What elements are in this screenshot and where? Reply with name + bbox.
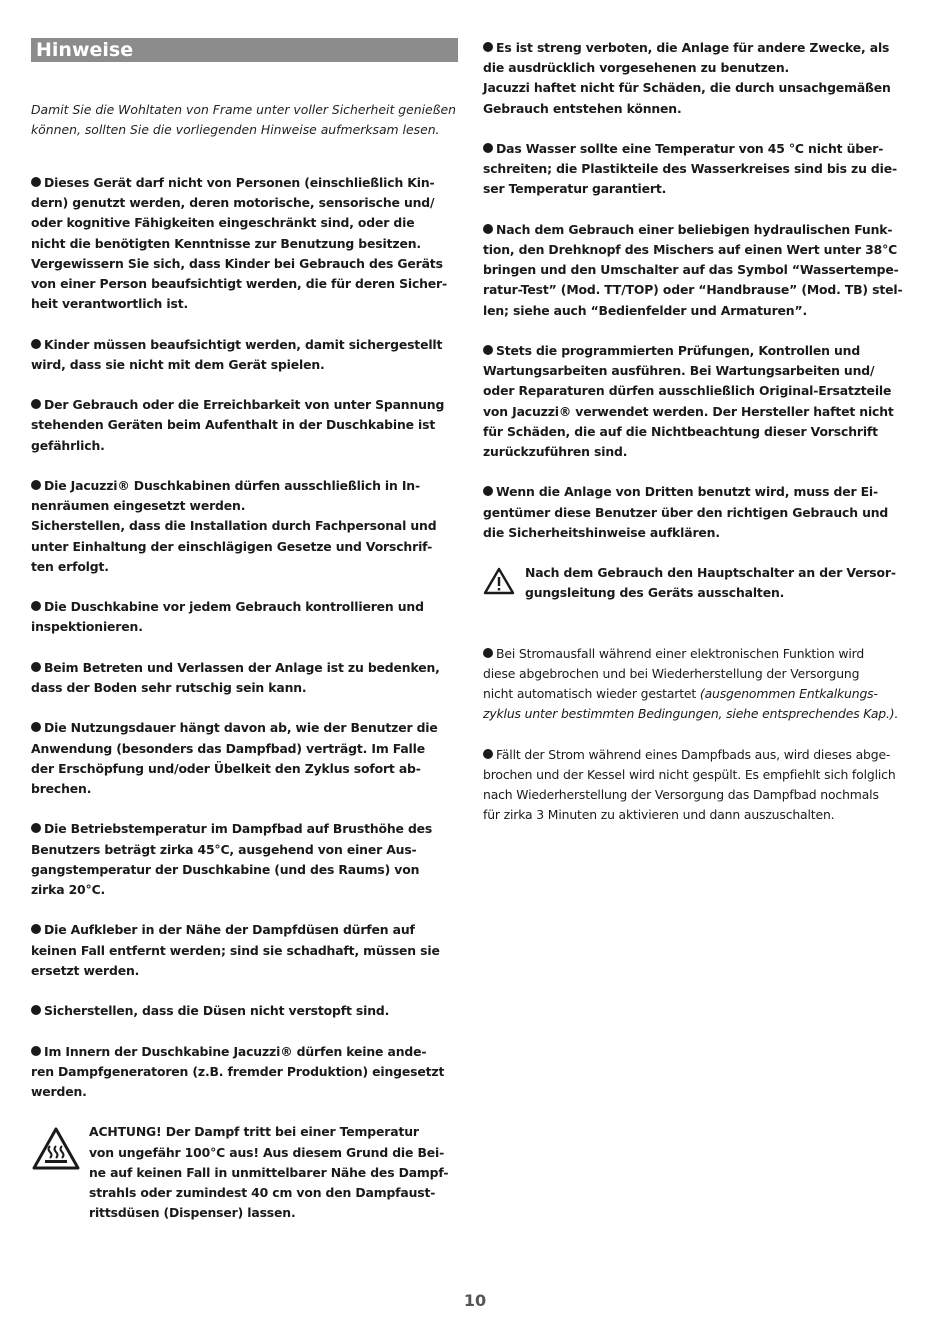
text-line: Sicherstellen, dass die Düsen nicht verstopft sind. bbox=[44, 1003, 390, 1019]
text-line: Fällt der Strom während eines Dampfbads aus, wird dieses abge- bbox=[496, 746, 891, 762]
right-paragraph-list bbox=[483, 38, 910, 543]
text-line: heit verantwortlich ist. bbox=[31, 296, 189, 312]
text-line: Sicherstellen, dass die Installation durch Fachpersonal und bbox=[31, 518, 437, 534]
text-line: Kinder müssen beaufsichtigt werden, damit sichergestellt bbox=[44, 336, 443, 352]
bullet-icon bbox=[31, 339, 41, 349]
text-line: Jacuzzi haftet nicht für Schäden, die durch unsachgemäßen bbox=[483, 80, 891, 96]
text-line: oder kognitive Fähigkeiten eingeschränkt sind, oder die bbox=[31, 215, 415, 231]
text-line: Die Duschkabine vor jedem Gebrauch kontrollieren und bbox=[44, 599, 424, 615]
warning-line: von ungefähr 100°C aus! Aus diesem Grund die Bei- bbox=[89, 1144, 445, 1160]
bullet-paragraph bbox=[31, 335, 458, 375]
page-number: 10 bbox=[463, 1291, 487, 1310]
text-line: zurückzuführen sind. bbox=[483, 444, 628, 460]
text-line: Anwendung (besonders das Dampfbad) verträgt. Im Falle bbox=[31, 740, 425, 756]
warning-line: rittsdüsen (Dispenser) lassen. bbox=[89, 1205, 296, 1221]
text-line: Das Wasser sollte eine Temperatur von 45 °C nicht über- bbox=[496, 141, 884, 156]
text-line: Beim Betreten und Verlassen der Anlage ist zu bedenken, bbox=[44, 659, 440, 675]
bullet-icon bbox=[31, 1046, 41, 1056]
text-line: keinen Fall entfernt werden; sind sie schadhaft, müssen sie bbox=[31, 942, 440, 958]
text-line: dass der Boden sehr rutschig sein kann. bbox=[31, 680, 307, 695]
bullet-icon bbox=[483, 143, 493, 153]
bullet-paragraph bbox=[31, 173, 458, 314]
text-line: Der Gebrauch oder die Erreichbarkeit von unter Spannung bbox=[44, 397, 445, 413]
bullet-paragraph bbox=[483, 139, 910, 200]
text-line: diese abgebrochen und bei Wiederherstellung der Versorgung bbox=[483, 665, 860, 681]
text-line: werden. bbox=[31, 1083, 87, 1099]
text-line: unter Einhaltung der einschlägigen Gesetze und Vorschrif- bbox=[31, 538, 433, 554]
bullet-icon bbox=[31, 924, 41, 934]
text-line: Die Betriebstemperatur im Dampfbad auf Brusthöhe des bbox=[44, 821, 433, 837]
main-switch-warning bbox=[483, 563, 910, 603]
text-line: zirka 20°C. bbox=[31, 882, 106, 897]
text-line: Die Aufkleber in der Nähe der Dampfdüsen dürfen auf bbox=[44, 922, 415, 938]
bullet-icon bbox=[483, 648, 493, 658]
text-line: die Sicherheitshinweise aufklären. bbox=[483, 524, 720, 540]
text-line: nicht die benötigten Kenntnisse zur Benutzung besitzen. bbox=[31, 235, 421, 251]
warning-triangle-icon bbox=[483, 566, 515, 596]
text-line: für zirka 3 Minuten zu aktivieren und dann auszuschalten. bbox=[483, 807, 835, 823]
text-line: oder Reparaturen dürfen ausschließlich Original-Ersatzteile bbox=[483, 383, 892, 399]
steam-power-failure-paragraph bbox=[483, 745, 910, 826]
left-paragraph-list bbox=[31, 173, 458, 1102]
warning-line: ACHTUNG! Der Dampf tritt bei einer Temperatur bbox=[89, 1124, 419, 1140]
bullet-icon bbox=[31, 1005, 41, 1015]
bullet-icon bbox=[31, 399, 41, 409]
bullet-icon bbox=[483, 749, 493, 759]
main-switch-warning-text bbox=[525, 563, 896, 603]
power-failure-paragraph bbox=[483, 644, 910, 725]
text-line: Nach dem Gebrauch einer beliebigen hydraulischen Funk- bbox=[496, 221, 893, 237]
text-line: der Erschöpfung und/oder Übelkeit den Zyklus sofort ab- bbox=[31, 760, 421, 776]
text-line: Wenn die Anlage von Dritten benutzt wird, muss der Ei- bbox=[496, 484, 879, 500]
warning-line: ne auf keinen Fall in unmittelbarer Nähe des Dampf- bbox=[89, 1164, 449, 1180]
text-line: Dieses Gerät darf nicht von Personen (einschließlich Kin- bbox=[44, 175, 435, 190]
text-line: Stets die programmierten Prüfungen, Kontrollen und bbox=[496, 343, 861, 358]
bullet-paragraph bbox=[483, 341, 910, 462]
text-line: tion, den Drehknopf des Mischers auf einen Wert unter 38°C bbox=[483, 242, 898, 257]
bullet-paragraph bbox=[31, 1042, 458, 1103]
intro-line: Damit Sie die Wohltaten von Frame unter voller Sicherheit genießen bbox=[31, 102, 456, 117]
bullet-paragraph bbox=[483, 220, 910, 321]
steam-warning bbox=[31, 1122, 458, 1223]
steam-warning-text bbox=[89, 1122, 448, 1223]
warning-line: gungsleitung des Geräts ausschalten. bbox=[525, 585, 785, 601]
bullet-icon bbox=[31, 177, 41, 187]
text-line: Es ist streng verboten, die Anlage für andere Zwecke, als bbox=[496, 40, 890, 55]
text-line: brochen und der Kessel wird nicht gespült. Es empfiehlt sich folglich bbox=[483, 766, 896, 782]
warning-line: strahls oder zumindest 40 cm von den Dampfaust- bbox=[89, 1184, 436, 1200]
text-line: nach Wiederherstellung der Versorgung das Dampfbad nochmals bbox=[483, 787, 879, 803]
bullet-icon bbox=[31, 662, 41, 672]
text-line: von einer Person beaufsichtigt werden, die für deren Sicher- bbox=[31, 276, 448, 292]
text-line: Benutzers beträgt zirka 45°C, ausgehend von einer Aus- bbox=[31, 841, 417, 857]
section-header: Hinweise bbox=[31, 38, 458, 62]
text-line: Im Innern der Duschkabine Jacuzzi® dürfen keine ande- bbox=[44, 1043, 427, 1059]
text-line: Die Jacuzzi® Duschkabinen dürfen ausschließlich in In- bbox=[44, 478, 420, 493]
bullet-paragraph bbox=[31, 1001, 458, 1021]
text-line: ren Dampfgeneratoren (z.B. fremder Produktion) eingesetzt bbox=[31, 1063, 445, 1079]
text-line: brechen. bbox=[31, 781, 92, 796]
text-line: ersetzt werden. bbox=[31, 962, 140, 978]
bullet-icon bbox=[31, 823, 41, 833]
bullet-paragraph bbox=[483, 482, 910, 543]
bullet-icon bbox=[483, 224, 493, 234]
hot-steam-warning-icon bbox=[31, 1126, 81, 1172]
text-line: nicht automatisch wieder gestartet bbox=[483, 686, 700, 702]
text-line: gentümer diese Benutzer über den richtigen Gebrauch und bbox=[483, 504, 889, 520]
bullet-paragraph bbox=[31, 597, 458, 637]
text-line: nenräumen eingesetzt werden. bbox=[31, 498, 246, 514]
text-line: Wartungsarbeiten ausführen. Bei Wartungsarbeiten und/ bbox=[483, 363, 875, 379]
text-line: inspektionieren. bbox=[31, 619, 143, 635]
text-line: stehenden Geräten beim Aufenthalt in der Duschkabine ist bbox=[31, 417, 436, 433]
bullet-icon bbox=[31, 480, 41, 490]
italic-text: zyklus unter bestimmten Bedingungen, siehe entsprechendes Kap.). bbox=[483, 706, 899, 722]
bullet-paragraph bbox=[31, 920, 458, 981]
text-line: Vergewissern Sie sich, dass Kinder bei Gebrauch des Geräts bbox=[31, 255, 443, 271]
bullet-paragraph bbox=[31, 658, 458, 698]
text-line: Bei Stromausfall während einer elektronischen Funktion wird bbox=[496, 645, 865, 661]
bullet-icon bbox=[31, 722, 41, 732]
text-line: ten erfolgt. bbox=[31, 558, 109, 574]
italic-text: (ausgenommen Entkalkungs- bbox=[699, 686, 878, 702]
text-line: schreiten; die Plastikteile des Wasserkreises sind bis zu die- bbox=[483, 161, 897, 177]
bullet-paragraph bbox=[31, 718, 458, 799]
text-line: die ausdrücklich vorgesehenen zu benutzen. bbox=[483, 60, 790, 76]
bullet-paragraph bbox=[31, 819, 458, 900]
intro-line: können, sollten Sie die vorliegenden Hinweise aufmerksam lesen. bbox=[31, 122, 440, 137]
text-line: wird, dass sie nicht mit dem Gerät spielen. bbox=[31, 356, 325, 372]
text-line: für Schäden, die auf die Nichtbeachtung dieser Vorschrift bbox=[483, 423, 878, 439]
text-line: ser Temperatur garantiert. bbox=[483, 181, 667, 197]
intro-text bbox=[31, 100, 458, 140]
bullet-icon bbox=[483, 42, 493, 52]
warning-line: Nach dem Gebrauch den Hauptschalter an der Versor- bbox=[525, 565, 896, 581]
bullet-icon bbox=[31, 601, 41, 611]
text-line: len; siehe auch “Bedienfelder und Armaturen”. bbox=[483, 302, 808, 318]
bullet-paragraph bbox=[483, 38, 910, 119]
bullet-icon bbox=[483, 345, 493, 355]
bullet-icon bbox=[483, 486, 493, 496]
bullet-paragraph bbox=[31, 476, 458, 577]
right-column bbox=[483, 38, 910, 846]
left-column bbox=[31, 38, 458, 1243]
text-line: bringen und den Umschalter auf das Symbol “Wassertempe- bbox=[483, 262, 899, 278]
text-line: Gebrauch entstehen können. bbox=[483, 100, 682, 116]
text-line: von Jacuzzi® verwendet werden. Der Hersteller haftet nicht bbox=[483, 403, 894, 419]
text-line: dern) genutzt werden, deren motorische, sensorische und/ bbox=[31, 195, 435, 211]
text-line: gefährlich. bbox=[31, 437, 105, 453]
bullet-paragraph bbox=[31, 395, 458, 456]
text-line: ratur-Test” (Mod. TT/TOP) oder “Handbrause” (Mod. TB) stel- bbox=[483, 282, 903, 298]
text-line: Die Nutzungsdauer hängt davon ab, wie der Benutzer die bbox=[44, 720, 438, 736]
text-line: gangstemperatur der Duschkabine (und des Raums) von bbox=[31, 861, 420, 877]
